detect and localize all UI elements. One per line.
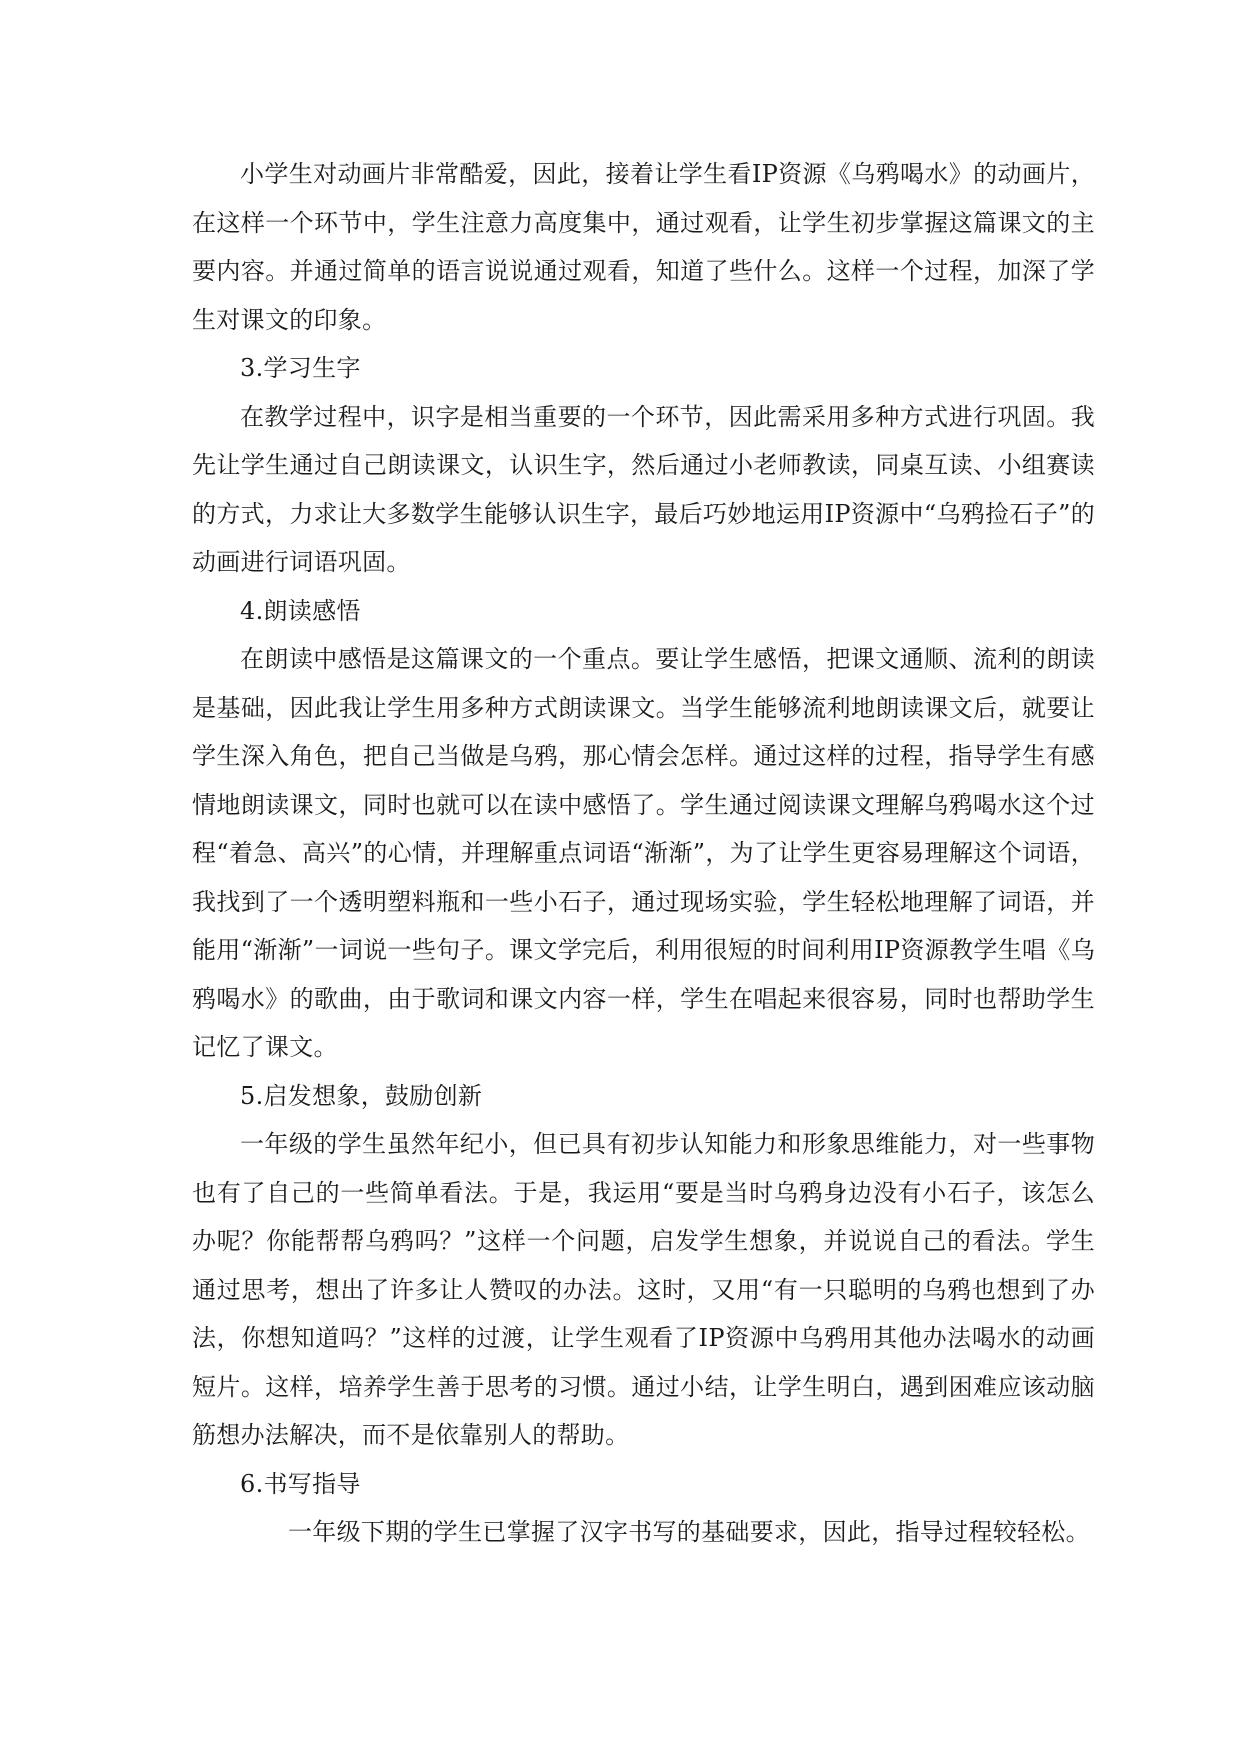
section-heading-reading-comprehension: 4.朗读感悟 bbox=[240, 596, 361, 625]
paragraph-imagination: 一年级的学生虽然年纪小，但已具有初步认知能力和形象思维能力，对一些事物也有了自己的一些简单看法。于是，我运用“要是当时乌鸦身边没有小石子，该怎么办呢？你能帮帮乌鸦吗？”这样一个问题，启发学生想象，并说说自己的看法。学生通过思考，想出了许多让人赞叹的办法。这时，又用“有一只聪明的乌鸦也想到了办法，你想知道吗？”这样的过渡，让学生观看了IP资源中乌鸦用其他办法喝水的动画短片。这样，培养学生善于思考的习惯。通过小结，让学生明白，遇到困难应该动脑筋想办法解决，而不是依靠别人的帮助。 bbox=[192, 1130, 1095, 1449]
document-body bbox=[192, 150, 1095, 1557]
paragraph-animation-viewing: 小学生对动画片非常酷爱，因此，接着让学生看IP资源《乌鸦喝水》的动画片，在这样一个环节中，学生注意力高度集中，通过观看，让学生初步掌握这篇课文的主要内容。并通过简单的语言说说通过观看，知道了些什么。这样一个过程，加深了学生对课文的印象。 bbox=[192, 160, 1095, 334]
paragraph-learn-characters: 在教学过程中，识字是相当重要的一个环节，因此需采用多种方式进行巩固。我先让学生通过自己朗读课文，认识生字，然后通过小老师教读，同桌互读、小组赛读的方式，力求让大多数学生能够认识生字，最后巧妙地运用IP资源中“乌鸦捡石子”的动画进行词语巩固。 bbox=[192, 402, 1095, 576]
section-heading-imagination: 5.启发想象，鼓励创新 bbox=[240, 1081, 483, 1110]
section-heading-learn-characters: 3.学习生字 bbox=[240, 354, 361, 382]
section-heading-writing-guidance: 6.书写指导 bbox=[240, 1469, 361, 1498]
paragraph-writing-guidance: 一年级下期的学生已掌握了汉字书写的基础要求，因此，指导过程较轻松。 bbox=[288, 1518, 1090, 1546]
paragraph-reading-comprehension: 在朗读中感悟是这篇课文的一个重点。要让学生感悟，把课文通顺、流利的朗读是基础，因此我让学生用多种方式朗读课文。当学生能够流利地朗读课文后，就要让学生深入角色，把自己当做是乌鸦，那心情会怎样。通过这样的过程，指导学生有感情地朗读课文，同时也就可以在读中感悟了。学生通过阅读课文理解乌鸦喝水这个过程“着急、高兴”的心情，并理解重点词语“渐渐”，为了让学生更容易理解这个词语，我找到了一个透明塑料瓶和一些小石子，通过现场实验，学生轻松地理解了词语，并能用“渐渐”一词说一些句子。课文学完后，利用很短的时间利用IP资源教学生唱《乌鸦喝水》的歌曲，由于歌词和课文内容一样，学生在唱起来很容易，同时也帮助学生记忆了课文。 bbox=[192, 645, 1095, 1061]
